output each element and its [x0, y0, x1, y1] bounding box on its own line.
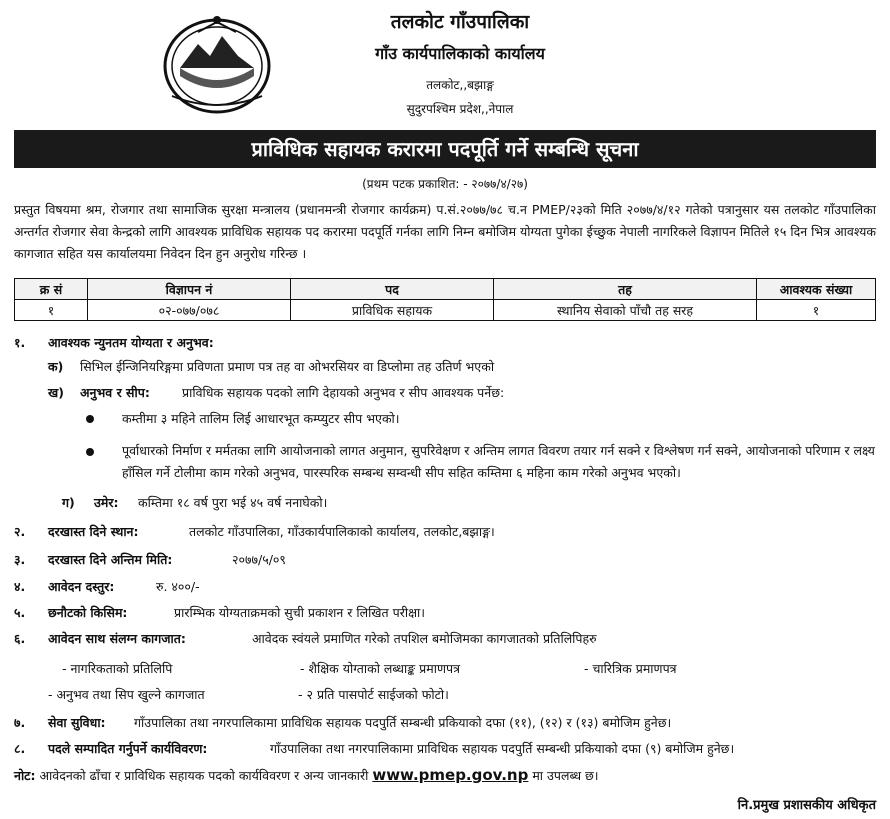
table-row	[15, 300, 876, 321]
vacancy-table	[14, 278, 876, 321]
emblem-icon	[158, 10, 276, 118]
note-suffix: मा उपलब्ध छ।	[532, 768, 599, 783]
section-title: आवश्यक न्युनतम योग्यता र अनुभव:	[48, 335, 214, 350]
notice-title: प्राविधिक सहायक करारमा पदपूर्ति गर्ने सम्बन्धि सूचना	[14, 130, 876, 168]
website-link[interactable]: www.pmep.gov.np	[372, 766, 529, 784]
signature-title: नि.प्रमुख प्रशासकीय अधिकृत	[737, 798, 876, 813]
col-sn: क्र सं	[15, 279, 88, 300]
section-text: प्रारम्भिक योग्यताक्रमको सुची प्रकाशन र लिखित परीक्षा।	[174, 605, 426, 620]
bullet-icon	[86, 415, 94, 423]
item-title: उमेर:	[94, 495, 119, 510]
section-number: २.	[14, 524, 26, 539]
item-label: क)	[48, 359, 64, 374]
col-count: आवश्यक संख्या	[757, 279, 876, 300]
section-number: ३.	[14, 552, 26, 567]
attachment-item: - अनुभव तथा सिप खुल्ने कागजात	[48, 687, 205, 702]
item-text: प्राविधिक सहायक पदको लागि देहायको अनुभव र सीप आवश्यक पर्नेछ:	[182, 385, 505, 400]
cell-sn: १	[15, 300, 88, 321]
section-title: सेवा सुविधा:	[48, 715, 106, 730]
section-text: रु. ४००/-	[156, 579, 200, 594]
attachment-item: - शैक्षिक योग्ताको लब्धाङ्क प्रमाणपत्र	[300, 661, 461, 676]
item-label: ग)	[62, 495, 75, 510]
col-post: पद	[291, 279, 494, 300]
section-title: दरखास्त दिने अन्तिम मिति:	[48, 552, 173, 567]
section-text: आवेदक स्वंयले प्रमाणित गरेको तपशिल बमोजिमका कागजातको प्रतिलिपिहरु	[252, 631, 597, 646]
publish-date: (प्रथम पटक प्रकाशित: - २०७७/४/२७)	[362, 177, 528, 191]
note-label: नोट:	[14, 768, 36, 783]
attachment-item: - चारित्रिक प्रमाणपत्र	[584, 661, 677, 676]
note	[14, 764, 876, 787]
section-number: ४.	[14, 579, 26, 594]
section-text: गाँउपालिका तथा नगरपालिकामा प्राविधिक सहायक पदपुर्ति सम्बन्धी प्रकियाको दफा (९) बमोजिम हुनेछ।	[270, 741, 735, 756]
cell-post: प्राविधिक सहायक	[291, 300, 494, 321]
section-number: ८.	[14, 741, 26, 756]
bullet-icon	[86, 448, 94, 456]
province: सुदुरपश्चिम प्रदेश,,नेपाल	[406, 102, 514, 116]
section-title: पदले सम्पादित गर्नुपर्ने कार्यविवरण:	[48, 741, 208, 756]
section-title: आवेदन साथ संलग्न कागजात:	[48, 631, 186, 646]
item-title: अनुभव र सीप:	[80, 385, 150, 400]
section-number: ७.	[14, 715, 26, 730]
section-number: १.	[14, 335, 26, 350]
office-name: गाँउ कार्यपालिकाको कार्यालय	[375, 44, 545, 63]
section-title: आवेदन दस्तुर:	[48, 579, 115, 594]
org-name: तलकोट गाँउपालिका	[390, 11, 530, 33]
attachment-item: - २ प्रति पासपोर्ट साईजको फोटो।	[298, 687, 449, 702]
cell-level: स्थानिय सेवाको पाँचौ तह सरह	[494, 300, 757, 321]
cell-count: १	[757, 300, 876, 321]
section-text: तलकोट गाँउपालिका, गाँउकार्यपालिकाको कार्यालय, तलकोट,बझाङ्ग।	[189, 524, 495, 539]
section-text: २०७७/५/०९	[232, 552, 286, 567]
item-text: कम्तिमा १८ वर्ष पुरा भई ४५ वर्ष ननाघेको।	[138, 495, 328, 510]
section-number: ६.	[14, 631, 26, 646]
item-label: ख)	[48, 385, 64, 400]
section-number: ५.	[14, 605, 26, 620]
skill-bullet-2: पूर्वाधारको निर्माण र मर्मतका लागि आयोजनाको लागत अनुमान, सुपरिवेक्षण र अन्तिम लागत विवरण तयार गर्न सक्ने र विश्लेषण गर्न सक्ने, आयोजनाको परिणाम र लक्ष्य हाँसिल गर्ने टोलीमा काम गरेको अनुभव, पारस्परिक सम्बन्ध सम्वन्धी सीप सहित कम्तिमा ६ महिना काम गरेको अनुभव भएको।	[122, 443, 875, 480]
intro-paragraph: प्रस्तुत विषयमा श्रम, रोजगार तथा सामाजिक सुरक्षा मन्त्रालय (प्रधानमन्त्री रोजगार कार्यक्रम) प.सं.२०७७/७८ च.न PMEP/२३को मिति २०७७/४/१२ गतेको पत्रानुसार यस तलकोट गाँउपालिका अन्तर्गत रोजगार सेवा केन्द्रको लागि आवश्यक प्राविधिक सहायक पद करारमा पदपूर्ति गर्नका लागि निम्न बमोजिम योग्यता पुगेका ईच्छुक नेपाली नागरिकले विज्ञापन मितिले १५ दिन भित्र आवश्यक कागजात सहित यस कार्यालयमा निवेदन दिन हुन अनुरोध गरिन्छ ।	[14, 202, 876, 261]
letterhead	[0, 0, 890, 130]
attachment-item: - नागरिकताको प्रतिलिपि	[62, 661, 173, 676]
bullet-text: कम्तीमा ३ महिने तालिम लिई आधारभूत कम्प्युटर सीप भएको।	[122, 411, 400, 426]
table-header-row	[15, 279, 876, 300]
address: तलकोट,,बझाङ्ग	[426, 78, 494, 92]
cell-adv-no: ०२-०७७/०७८	[88, 300, 291, 321]
col-level: तह	[494, 279, 757, 300]
item-text: सिभिल ईन्जिनियरिङ्गमा प्रविणता प्रमाण पत्र तह वा ओभरसियर वा डिप्लोमा तह उतिर्ण भएको	[80, 359, 495, 374]
section-title: दरखास्त दिने स्थान:	[48, 524, 139, 539]
col-adv-no: विज्ञापन नं	[88, 279, 291, 300]
section-title: छनौटको किसिम:	[48, 605, 128, 620]
note-text: आवेदनको ढाँचा र प्राविधिक सहायक पदको कार्यविवरण र अन्य जानकारी	[39, 768, 369, 783]
section-text: गाँउपालिका तथा नगरपालिकामा प्राविधिक सहायक पदपुर्ति सम्बन्धी प्रकियाको दफा (११), (१२) र (१३) बमोजिम हुनेछ।	[134, 715, 672, 730]
